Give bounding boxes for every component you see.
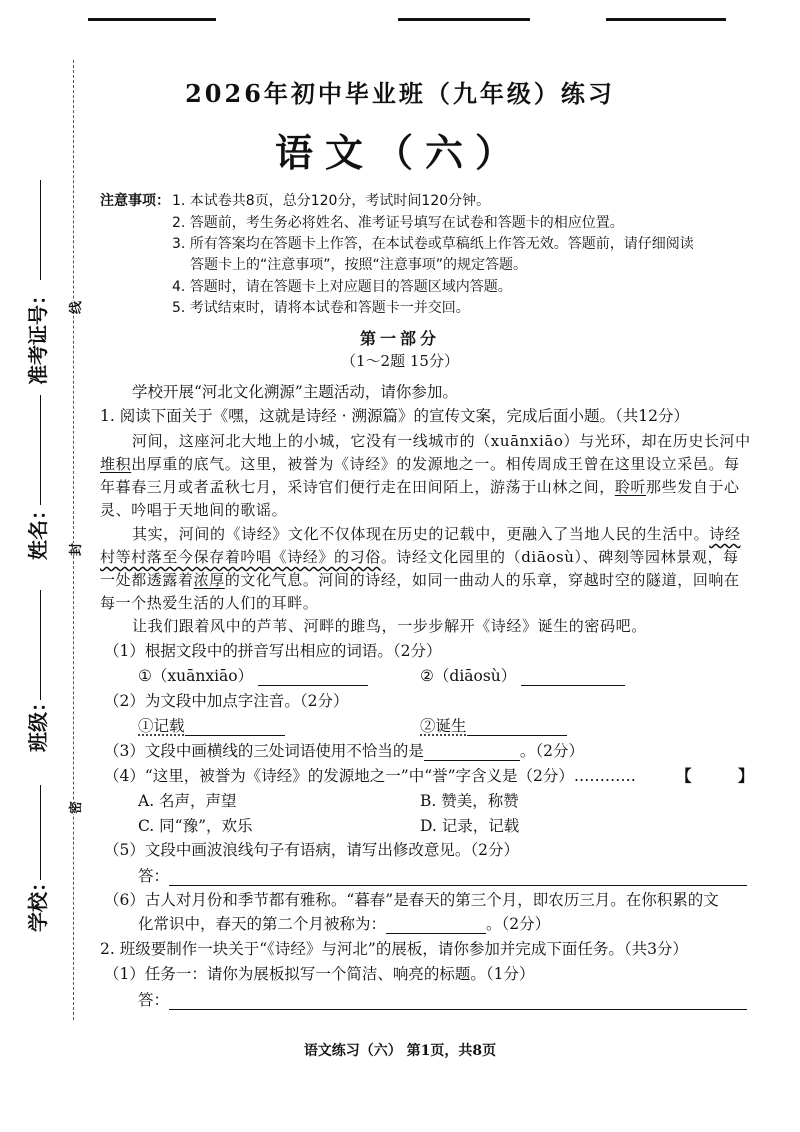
school-field[interactable] <box>40 785 41 880</box>
passage-p2-line2: 村等村落至今保存着吟唱《诗经》的习俗。诗经文化园里的（diāosù）、碑刻等园林景观，每 <box>100 548 739 566</box>
q1-sub5-answer: 答： <box>138 864 747 886</box>
page-footer: 语文练习（六） 第1页，共8页 <box>303 1043 497 1059</box>
part1-title: 第一部分 <box>359 329 440 348</box>
passage-p1-line3: 年暮春三月或者孟秋七月，采诗官们便行走在田间陌上，游荡于山林之间，聆听那些发自于心 <box>100 478 740 496</box>
option-a[interactable]: A. 名声，声望 <box>138 792 237 810</box>
notice-item-1: 1. 本试卷共8页，总分120分，考试时间120分钟。 <box>172 193 491 209</box>
q1-sub6-line1: （6）古人对月份和季节都有雅称。“暮春”是春天的第三个月，即农历三月。在你积累的文 <box>104 891 719 909</box>
q2-sub1-answer: 答： <box>138 988 747 1010</box>
notice-item-3b: 答题卡上的“注意事项”，按照“注意事项”的规定答题。 <box>190 257 528 273</box>
top-bar-left <box>88 18 216 21</box>
q1-sub1-b: ②（diāosù） <box>420 664 625 686</box>
q1-sub4-bracket-open: 【 <box>676 766 692 785</box>
intro-text: 学校开展“河北文化溯源”主题活动，请你参加。 <box>132 383 458 401</box>
passage-p2-line3: 一处都透露着浓厚的文化气息。河间的诗经，如同一曲动人的乐章，穿越时空的隧道，回响在 <box>100 571 740 589</box>
answer-blank[interactable] <box>424 744 520 761</box>
option-d[interactable]: D. 记录，记载 <box>420 817 520 835</box>
school-label: 学校： <box>26 872 50 932</box>
q1-sub1: （1）根据文段中的拼音写出相应的词语。（2分） <box>104 642 442 660</box>
notice-heading: 注意事项： <box>100 193 170 209</box>
seal-char-mi: 密 <box>65 801 84 814</box>
exam-id-label: 准考证号： <box>26 285 50 385</box>
answer-blank[interactable] <box>258 669 368 686</box>
q1-sub1-a: ①（xuānxiāo） <box>138 664 368 686</box>
answer-blank[interactable] <box>467 719 567 736</box>
subject-title: 语文（六） <box>274 130 525 175</box>
notice-item-2: 2. 答题前，考生务必将姓名、准考证号填写在试卷和答题卡的相应位置。 <box>172 215 624 231</box>
seal-char-feng: 封 <box>65 543 84 556</box>
class-label: 班级： <box>26 692 50 752</box>
notice-item-4: 4. 答题时，请在答题卡上对应题目的答题区域内答题。 <box>172 279 512 295</box>
name-field[interactable] <box>40 395 41 505</box>
class-field[interactable] <box>40 590 41 700</box>
q1-sub5: （5）文段中画波浪线句子有语病，请写出修改意见。（2分） <box>104 841 519 859</box>
passage-p2-line4: 每一个热爱生活的人们的耳畔。 <box>100 594 319 612</box>
passage-p2-line1: 其实，河间的《诗经》文化不仅体现在历史的记载中，更融入了当地人民的生活中。诗经 <box>132 525 741 543</box>
name-label: 姓名： <box>26 500 50 560</box>
q1-sub4-bracket-close: 】 <box>738 766 754 785</box>
answer-blank[interactable] <box>185 719 285 736</box>
notice-item-5: 5. 考试结束时，请将本试卷和答题卡一并交回。 <box>172 300 470 316</box>
notice-item-3: 3. 所有答案均在答题卡上作答，在本试卷或草稿纸上作答无效。答题前，请仔细阅读 <box>172 236 694 252</box>
q1-sub3: （3）文段中画横线的三处词语使用不恰当的是 。（2分） <box>104 742 584 760</box>
seal-char-xian: 线 <box>65 301 84 314</box>
q2-sub1: （1）任务一：请你为展板拟写一个简洁、响亮的标题。（1分） <box>104 965 535 983</box>
exam-id-field[interactable] <box>40 180 41 280</box>
q2-stem: 2. 班级要制作一块关于“《诗经》与河北”的展板，请你参加并完成下面任务。（共3分） <box>100 940 688 958</box>
answer-blank[interactable] <box>521 669 625 686</box>
option-b[interactable]: B. 赞美，称赞 <box>420 792 519 810</box>
passage-p1-line4: 灵、吟唱于天地间的歌谣。 <box>100 501 288 519</box>
q1-sub6-line2: 化常识中，春天的第二个月被称为： 。（2分） <box>138 915 551 933</box>
q1-stem: 1. 阅读下面关于《嘿，这就是诗经 · 溯源篇》的宣传文案，完成后面小题。（共12分） <box>100 407 689 425</box>
top-bar-middle <box>398 18 530 21</box>
exam-title: 2026年初中毕业班（九年级）练习 <box>185 79 615 108</box>
binding-line <box>73 60 74 1020</box>
q1-sub2: （2）为文段中加点字注音。（2分） <box>104 692 349 710</box>
q1-sub2-b: ②诞生 <box>420 714 567 736</box>
answer-line[interactable] <box>169 869 747 886</box>
passage-p1-line1: 河间，这座河北大地上的小城，它没有一线城市的（xuānxiāo）与光环，却在历史长河中 <box>132 432 751 450</box>
part1-range: （1～2题 15分） <box>341 352 459 370</box>
answer-blank[interactable] <box>386 917 486 934</box>
passage-p3: 让我们跟着风中的芦苇、河畔的雎鸟，一步步解开《诗经》诞生的密码吧。 <box>132 617 647 635</box>
top-bar-right <box>606 18 726 21</box>
q1-sub4: （4）“这里，被誉为《诗经》的发源地之一”中“誉”字含义是（2分）………… <box>104 767 636 785</box>
answer-line[interactable] <box>169 993 747 1010</box>
q1-sub2-a: ①记载 <box>138 714 285 736</box>
passage-p1-line2: 堆积出厚重的底气。这里，被誉为《诗经》的发源地之一。相传周成王曾在这里设立采邑。每 <box>100 455 740 473</box>
option-c[interactable]: C. 同“豫”，欢乐 <box>138 817 253 835</box>
